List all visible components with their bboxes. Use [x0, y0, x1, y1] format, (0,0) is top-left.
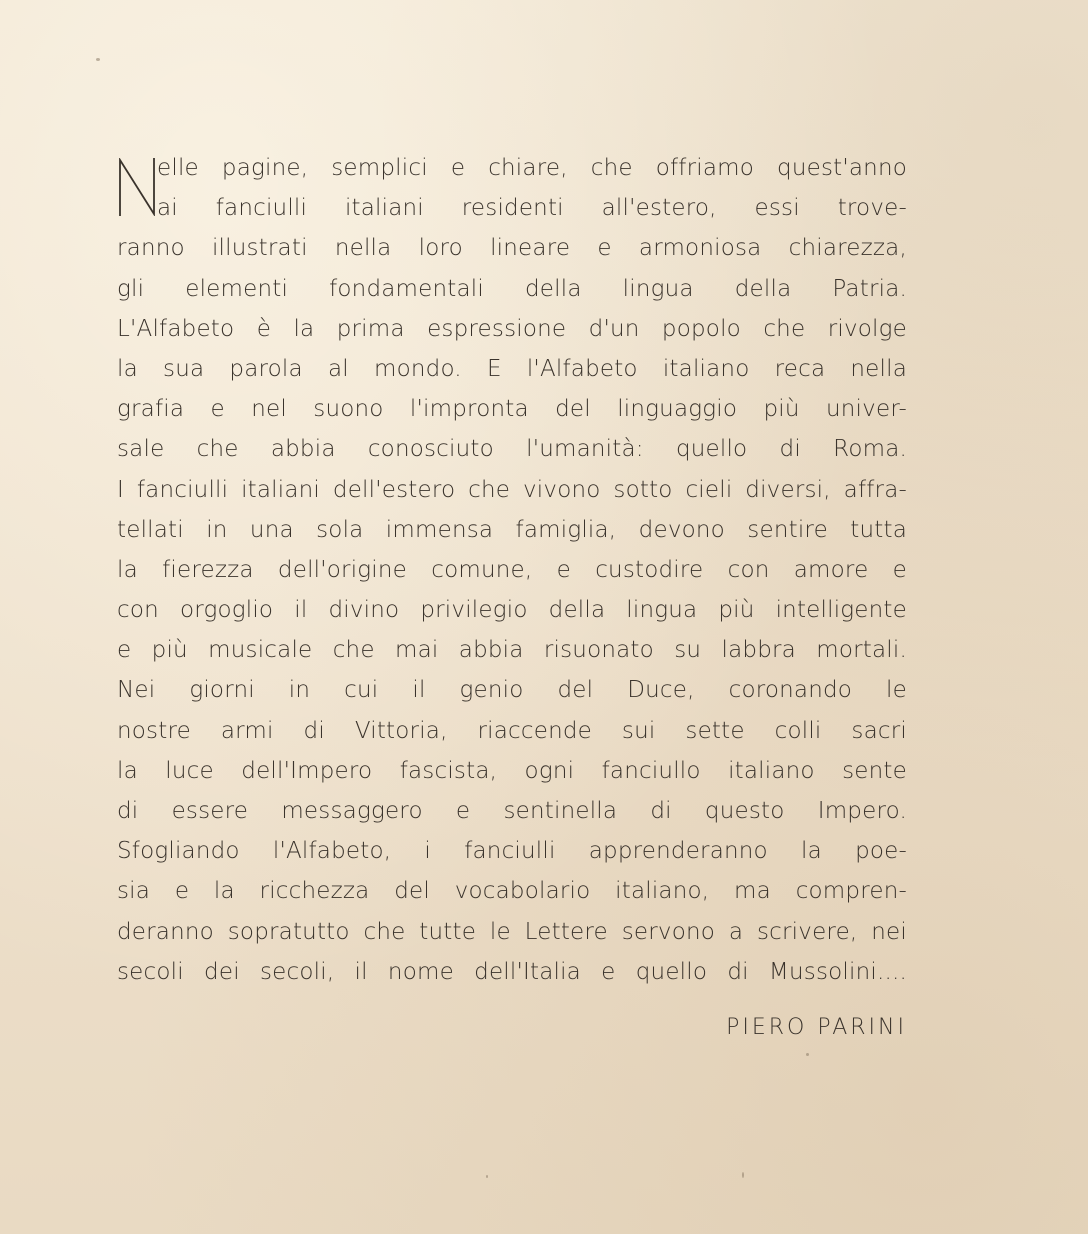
text-line: grafia e nel suono l'impronta del linguaggio più univer-: [117, 396, 907, 423]
text-line: tellati in una sola immensa famiglia, devono sentire tutta: [117, 516, 907, 543]
author-signature: PIERO PARINI: [726, 1015, 907, 1040]
text-line: I fanciulli italiani dell'estero che vivono sotto cieli diversi, affra-: [117, 476, 907, 503]
text-line: e più musicale che mai abbia risuonato su labbra mortali.: [117, 637, 907, 664]
text-line: la fierezza dell'origine comune, e custodire con amore e: [117, 556, 907, 583]
text-line: Nei giorni in cui il genio del Duce, coronando le: [117, 677, 907, 704]
text-line: gli elementi fondamentali della lingua della Patria.: [117, 275, 907, 302]
text-line: L'Alfabeto è la prima espressione d'un popolo che rivolge: [117, 315, 907, 342]
paper-speck: [96, 58, 100, 61]
body-text: [117, 148, 907, 992]
text-line: secoli dei secoli, il nome dell'Italia e quello di Mussolini....: [117, 958, 907, 985]
text-line: la luce dell'Impero fascista, ogni fanciullo italiano sente: [117, 757, 907, 784]
paper-speck: [742, 1172, 744, 1178]
text-line: deranno sopratutto che tutte le Lettere servono a scrivere, nei: [117, 918, 907, 945]
text-line: ranno illustrati nella loro lineare e armoniosa chiarezza,: [117, 235, 907, 262]
text-line: di essere messaggero e sentinella di questo Impero.: [117, 798, 907, 824]
text-line: ai fanciulli italiani residenti all'estero, essi trove-: [157, 195, 907, 222]
paper-speck: [806, 1053, 809, 1056]
paper-speck: [486, 1175, 488, 1178]
text-line: Sfogliando l'Alfabeto, i fanciulli apprenderanno la poe-: [117, 838, 907, 865]
text-line: nostre armi di Vittoria, riaccende sui sette colli sacri: [117, 717, 907, 744]
text-line: elle pagine, semplici e chiare, che offriamo quest'anno: [157, 155, 907, 181]
text-line: sia e la ricchezza del vocabolario italiano, ma compren-: [117, 878, 907, 905]
text-line: la sua parola al mondo. E l'Alfabeto italiano reca nella: [117, 355, 907, 382]
text-line: con orgoglio il divino privilegio della lingua più intelligente: [117, 597, 907, 624]
text-line: sale che abbia conosciuto l'umanità: quello di Roma.: [117, 436, 907, 463]
